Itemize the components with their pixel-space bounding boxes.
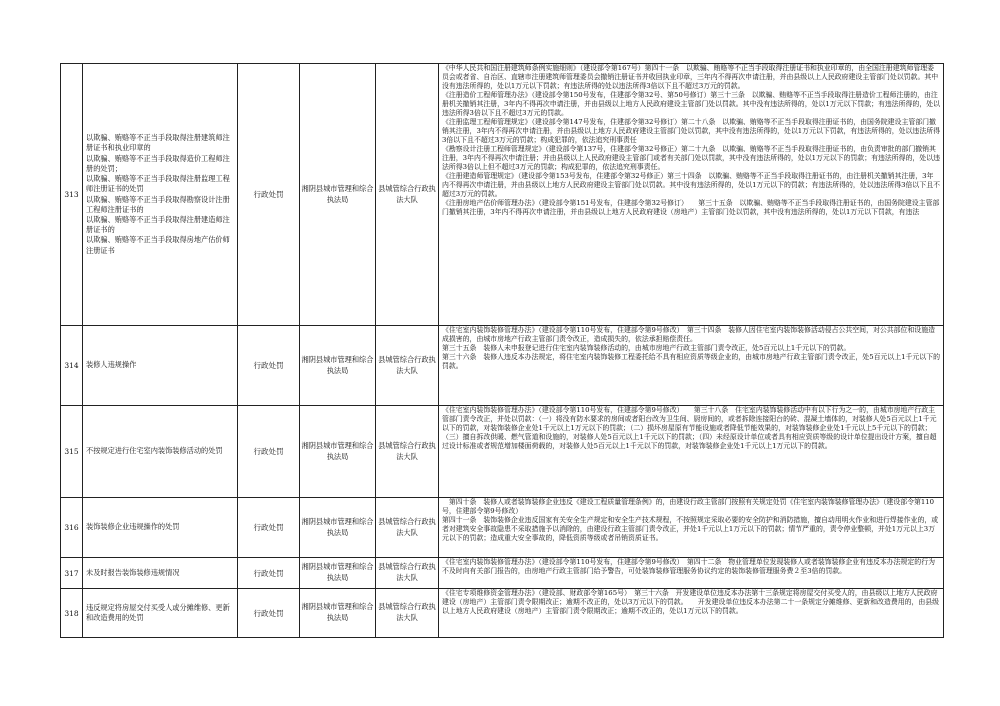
executing-unit: 县城管综合行政执法大队 bbox=[376, 406, 439, 497]
basis-paragraph: 《勘察设计注册工程师管理规定》（建设部令第137号，住建部令第32号修正）第二十九条 以欺骗、贿赂等不正当手段取得注册证书的，由负责审批的部门撤销其注册，3年内不得再次申请注册；并由县级以上人民政府建设主管部门或者有关部门处以罚款，其中没有违法所得的，处以1万元以下的罚款；有违法所得的，处以违法所得3倍以上但不超过3万元的罚款；构成犯罪的，依法追究刑事责任。 bbox=[442, 144, 940, 171]
row-number: 315 bbox=[61, 406, 83, 497]
row-number: 316 bbox=[61, 498, 83, 557]
item-name bbox=[83, 64, 238, 325]
executing-unit: 县城管综合行政执法大队 bbox=[376, 558, 439, 588]
legal-basis bbox=[439, 326, 943, 405]
row-number: 317 bbox=[61, 558, 83, 588]
item-name: 不按规定进行住宅室内装饰装修活动的处罚 bbox=[83, 406, 238, 497]
penalty-type: 行政处罚 bbox=[238, 498, 300, 557]
table-row bbox=[60, 326, 944, 406]
legal-basis bbox=[439, 558, 943, 588]
executing-unit: 县城管综合行政执法大队 bbox=[376, 498, 439, 557]
penalty-table bbox=[60, 63, 944, 638]
responsible-department: 湘阴县城市管理和综合执法局 bbox=[300, 498, 376, 557]
table-row bbox=[60, 498, 944, 558]
item-text: 以欺骗、贿赂等不正当手段取得注册建筑师注册证书和执业印章的 以欺骗、贿赂等不正当手段取得造价工程师注册的处罚； 以欺骗、贿赂等不正当手段取得注册监理工程师注册证书的处罚 以欺骗、贿赂等不正当手段取得勘察设计注册工程师注册证书的 以欺骗、贿赂等不正当手段取得注册建造师注册证书的 以欺骗、贿赂等不正当手段取得房地产估价师注册证书 bbox=[86, 133, 230, 255]
basis-paragraph: 第三十六条 装修人违反本办法规定，将住宅室内装饰装修工程委托给不具有相应资质等级企业的，由城市房地产行政主管部门责令改正，处5百元以上1千元以下的罚款。 bbox=[442, 352, 940, 370]
basis-paragraph: 第四十一条 装饰装修企业违反国家有关安全生产规定和安全生产技术规程，不按照规定采取必要的安全防护和消防措施，擅自动用明火作业和进行焊接作业的，或者对建筑安全事故隐患不采取措施予以消除的，由建设行政主管部门责令改正，并处1千元以上1万元以下的罚款；情节严重的，责令停业整顿，并处1万元以上3万元以下的罚款；造成重大安全事故的，降低资质等级或者吊销资质证书。 bbox=[442, 515, 939, 542]
responsible-department: 湘阴县城市管理和综合执法局 bbox=[300, 64, 376, 325]
legal-basis bbox=[439, 589, 943, 637]
penalty-type: 行政处罚 bbox=[238, 406, 300, 497]
penalty-type: 行政处罚 bbox=[238, 589, 300, 637]
row-number: 318 bbox=[61, 589, 83, 637]
executing-unit: 县城管综合行政执法大队 bbox=[376, 64, 439, 325]
executing-unit: 县城管综合行政执法大队 bbox=[376, 589, 439, 637]
penalty-type: 行政处罚 bbox=[238, 326, 300, 405]
penalty-type: 行政处罚 bbox=[238, 64, 300, 325]
legal-basis bbox=[439, 498, 943, 557]
responsible-department: 湘阴县城市管理和综合执法局 bbox=[300, 558, 376, 588]
table-row bbox=[60, 406, 944, 498]
executing-unit: 县城管综合行政执法大队 bbox=[376, 326, 439, 405]
basis-paragraph: 《注册建造师管理规定》（建设部令第153号发布，住建部令第32号修正）第三十四条 以欺骗、贿赂等不正当手段取得注册证书的，由注册机关撤销其注册，3年内不得再次申请注册，并由县级以上地方人民政府建设主管部门处以罚款。其中没有违法所得的，处以1万元以下的罚款；有违法所得的，处以违法所得3倍以下且不超过3万元的罚款。 bbox=[442, 171, 940, 198]
basis-paragraph: 第三十五条 装修人未申报登记进行住宅室内装饰装修活动的，由城市房地产行政主管部门责令改正，处5百元以上1千元以下的罚款。 bbox=[442, 343, 851, 352]
responsible-department: 湘阴县城市管理和综合执法局 bbox=[300, 406, 376, 497]
penalty-type: 行政处罚 bbox=[238, 558, 300, 588]
legal-basis bbox=[439, 64, 943, 325]
basis-paragraph: 《注册造价工程师管理办法》（建设部令第150号发布，住建部令第32号、第50号修订）第三十三条 以欺骗、贿赂等不正当手段取得注册造价工程师注册的，由注册机关撤销其注册，3年内不得再次申请注册，并由县级以上地方人民政府建设主管部门处以罚款。其中没有违法所得的，处以1万元以下罚款；有违法所得的，处以违法所得3倍以下且不超过3万元的罚款。 bbox=[442, 90, 940, 117]
row-number: 313 bbox=[61, 64, 83, 325]
item-name: 装修人违规操作 bbox=[83, 326, 238, 405]
item-name: 未及时报告装饰装修违规情况 bbox=[83, 558, 238, 588]
basis-paragraph: 《注册房地产估价师管理办法》（建设部令第151号发布，住建部令第32号修订） 第三十五条 以欺骗、贿赂等不正当手段取得注册证书的，由国务院建设主管部门撤销其注册，3年内不得再次申请注册，并由县级以上地方人民政府建设（房地产）主管部门处以罚款，其中没有违法所得的，处以1万元以下罚款，有违法 bbox=[442, 198, 940, 216]
legal-basis bbox=[439, 406, 943, 497]
row-number: 314 bbox=[61, 326, 83, 405]
basis-paragraph: 《注册监理工程师管理规定》（建设部令第147号发布，住建部令第32号修订）第二十八条 以欺骗、贿赂等不正当手段取得注册证书的，由国务院建设主管部门撤销其注册，3年内不得再次申请注册，并由县级以上地方人民政府建设主管部门处以罚款，其中没有违法所得的，处以1万元以下罚款，有违法所得的，处以违法所得3倍以下且不超过3万元的罚款；构成犯罪的，依法追究刑事责任 bbox=[442, 117, 940, 144]
basis-paragraph: 第四十条 装修人或者装饰装修企业违反《建设工程质量管理条例》的，由建设行政主管部门按照有关规定处罚《住宅室内装饰装修管理办法》（建设部令第110号，住建部令第9号修改） bbox=[442, 498, 935, 515]
item-name: 违反规定将房屋交付买受人或分摊维修、更新和改造费用的处罚 bbox=[83, 589, 238, 637]
basis-paragraph: 《住宅专项维修资金管理办法》（建设部、财政部令第165号） 第三十六条 开发建设单位违反本办法第十三条规定将房屋交付买受人的，由县级以上地方人民政府建设（房地产）主管部门责令限期改正；逾期不改正的，处以3万元以下的罚款。 开发建设单位违反本办法第二十一条规定分摊维修、更新和改造费用的，由县级以上地方人民政府建设（房地产）主管部门责令限期改正；逾期不改正的，处以1万元以下的罚款。 bbox=[442, 589, 940, 615]
table-row bbox=[60, 589, 944, 638]
table-row bbox=[60, 63, 944, 326]
responsible-department: 湘阴县城市管理和综合执法局 bbox=[300, 326, 376, 405]
basis-paragraph: 《中华人民共和国注册建筑师条例实施细则》（建设部令第167号）第四十一条 以欺骗、贿赂等不正当手段取得注册证书和执业印章的，由全国注册建筑师管理委员会或者省、自治区、直辖市注册建筑师管理委员会撤销注册证书并收回执业印章，三年内不得再次申请注册，并由县级以上人民政府建设主管部门处以罚款。其中没有违法所得的，处以1万元以下罚款；有违法所得的处以违法所得3倍以下且不超过3万元的罚款。 bbox=[442, 64, 939, 90]
table-row bbox=[60, 558, 944, 589]
basis-paragraph: 《住宅室内装饰装修管理办法》（建设部令第110号发布，住建部令第9号修改） 第四十二条 物业管理单位发现装修人或者装饰装修企业有违反本办法规定的行为不及时向有关部门报告的，由房地产行政主管部门给予警告，可处装饰装修管理服务协议约定的装饰装修管理服务费２至3倍的罚款。 bbox=[442, 558, 935, 575]
item-name: 装饰装修企业违规操作的处罚 bbox=[83, 498, 238, 557]
basis-paragraph: 《住宅室内装饰装修管理办法》（建设部令第110号发布，住建部令第9号修改） 第三十四条 装修人因住宅室内装饰装修活动侵占公共空间，对公共部位和设施造成损害的，由城市房地产行政主管部门责令改正，造成损失的，依法承担赔偿责任。 bbox=[442, 326, 935, 343]
basis-paragraph: 《住宅室内装饰装修管理办法》（建设部令第110号发布，住建部令第9号修改） 第三十八条 住宅室内装饰装修活动中有以下行为之一的，由城市房地产行政主管部门责令改正，并处以罚款：（一）将没有防水要求的房间或者阳台改为卫生间、厨房间的，或者拆除连接阳台的砖、混凝土墙体的，对装修人处5百元以上1千元以下的罚款，对装饰装修企业处1千元以上1万元以下的罚款；（二）损坏房屋原有节能设施或者降低节能效果的，对装饰装修企业处1千元以上5千元以下的罚款；（三）擅自拆改供暖、燃气管道和设施的，对装修人处5百元以上1千元以下的罚款；（四）未经原设计单位或者具有相应资质等级的设计单位提出设计方案，擅自超过设计标准或者规范增加楼面荷载的，对装修人处5百元以上1千元以下的罚款，对装饰装修企业处1千元以上1万元以下的罚款。 bbox=[442, 406, 937, 450]
responsible-department: 湘阴县城市管理和综合执法局 bbox=[300, 589, 376, 637]
